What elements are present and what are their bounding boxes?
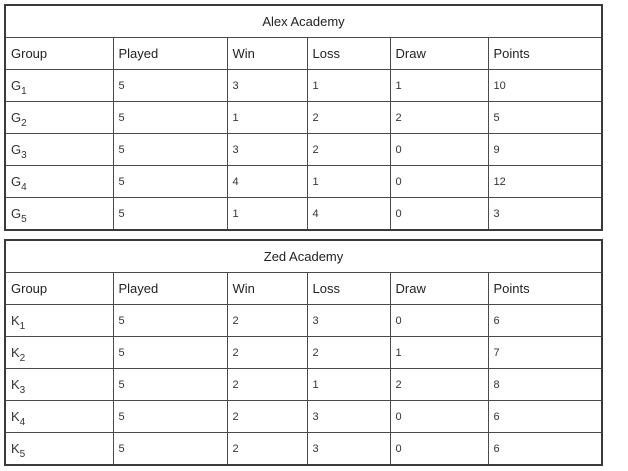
header-loss: Loss [307,38,390,70]
header-played: Played [113,38,227,70]
played-cell: 5 [113,166,227,198]
played-cell: 5 [113,102,227,134]
group-cell [5,433,113,466]
group-subscript: 3 [21,150,27,161]
header-points: Points [488,38,602,70]
points-cell: 6 [488,401,602,433]
played-cell: 5 [113,198,227,231]
table-row [5,369,602,401]
group-letter: G [11,110,22,125]
points-cell: 7 [488,337,602,369]
draw-cell: 2 [390,102,488,134]
points-cell: 10 [488,70,602,102]
win-cell: 3 [227,70,307,102]
win-cell: 2 [227,369,307,401]
table-row [5,134,602,166]
played-cell: 5 [113,369,227,401]
header-draw: Draw [390,273,488,305]
win-cell: 2 [227,433,307,466]
zed-academy-table [4,239,603,466]
loss-cell: 3 [307,433,390,466]
win-cell: 1 [227,198,307,231]
played-cell: 5 [113,337,227,369]
table-title: Alex Academy [5,5,602,38]
group-subscript: 5 [21,214,27,225]
table-row [5,401,602,433]
header-win: Win [227,38,307,70]
points-cell: 12 [488,166,602,198]
loss-cell: 2 [307,102,390,134]
draw-cell: 0 [390,134,488,166]
header-loss: Loss [307,273,390,305]
loss-cell: 2 [307,337,390,369]
group-subscript: 4 [19,417,26,428]
group-subscript: 3 [19,385,26,396]
table-row [5,433,602,466]
draw-cell: 0 [390,305,488,337]
played-cell: 5 [113,134,227,166]
loss-cell: 3 [307,401,390,433]
header-played: Played [113,273,227,305]
draw-cell: 2 [390,369,488,401]
group-cell [5,166,113,198]
win-cell: 1 [227,102,307,134]
draw-cell: 0 [390,198,488,231]
played-cell: 5 [113,70,227,102]
loss-cell: 1 [307,70,390,102]
group-cell [5,369,113,401]
group-letter: K [11,313,20,328]
group-letter: G [11,78,22,93]
table-title: Zed Academy [5,240,602,273]
win-cell: 2 [227,305,307,337]
played-cell: 5 [113,401,227,433]
draw-cell: 0 [390,401,488,433]
loss-cell: 2 [307,134,390,166]
group-cell [5,401,113,433]
draw-cell: 1 [390,337,488,369]
header-group: Group [5,38,113,70]
table-row [5,166,602,198]
group-letter: G [11,174,22,189]
group-letter: K [11,345,20,360]
group-letter: K [11,409,20,424]
win-cell: 2 [227,401,307,433]
draw-cell: 0 [390,166,488,198]
loss-cell: 1 [307,369,390,401]
loss-cell: 3 [307,305,390,337]
header-win: Win [227,273,307,305]
draw-cell: 1 [390,70,488,102]
group-cell [5,102,113,134]
group-letter: G [11,206,22,221]
group-subscript: 2 [19,353,26,364]
group-cell [5,70,113,102]
group-letter: K [11,441,20,456]
table-row [5,70,602,102]
points-cell: 3 [488,198,602,231]
group-letter: K [11,377,20,392]
draw-cell: 0 [390,433,488,466]
table-row [5,102,602,134]
alex-academy-table [4,4,603,231]
win-cell: 2 [227,337,307,369]
group-subscript: 4 [21,182,27,193]
points-cell: 6 [488,433,602,466]
group-subscript: 5 [19,449,26,460]
group-subscript: 2 [21,118,27,129]
points-cell: 6 [488,305,602,337]
table-row [5,337,602,369]
group-cell [5,305,113,337]
played-cell: 5 [113,305,227,337]
loss-cell: 1 [307,166,390,198]
table-row [5,305,602,337]
group-cell [5,134,113,166]
points-cell: 5 [488,102,602,134]
win-cell: 3 [227,134,307,166]
group-cell [5,198,113,231]
loss-cell: 4 [307,198,390,231]
points-cell: 9 [488,134,602,166]
group-cell [5,337,113,369]
header-group: Group [5,273,113,305]
points-cell: 8 [488,369,602,401]
group-subscript: 1 [21,86,27,97]
group-subscript: 1 [19,321,26,332]
header-points: Points [488,273,602,305]
header-draw: Draw [390,38,488,70]
played-cell: 5 [113,433,227,466]
table-row [5,198,602,231]
win-cell: 4 [227,166,307,198]
group-letter: G [11,142,22,157]
